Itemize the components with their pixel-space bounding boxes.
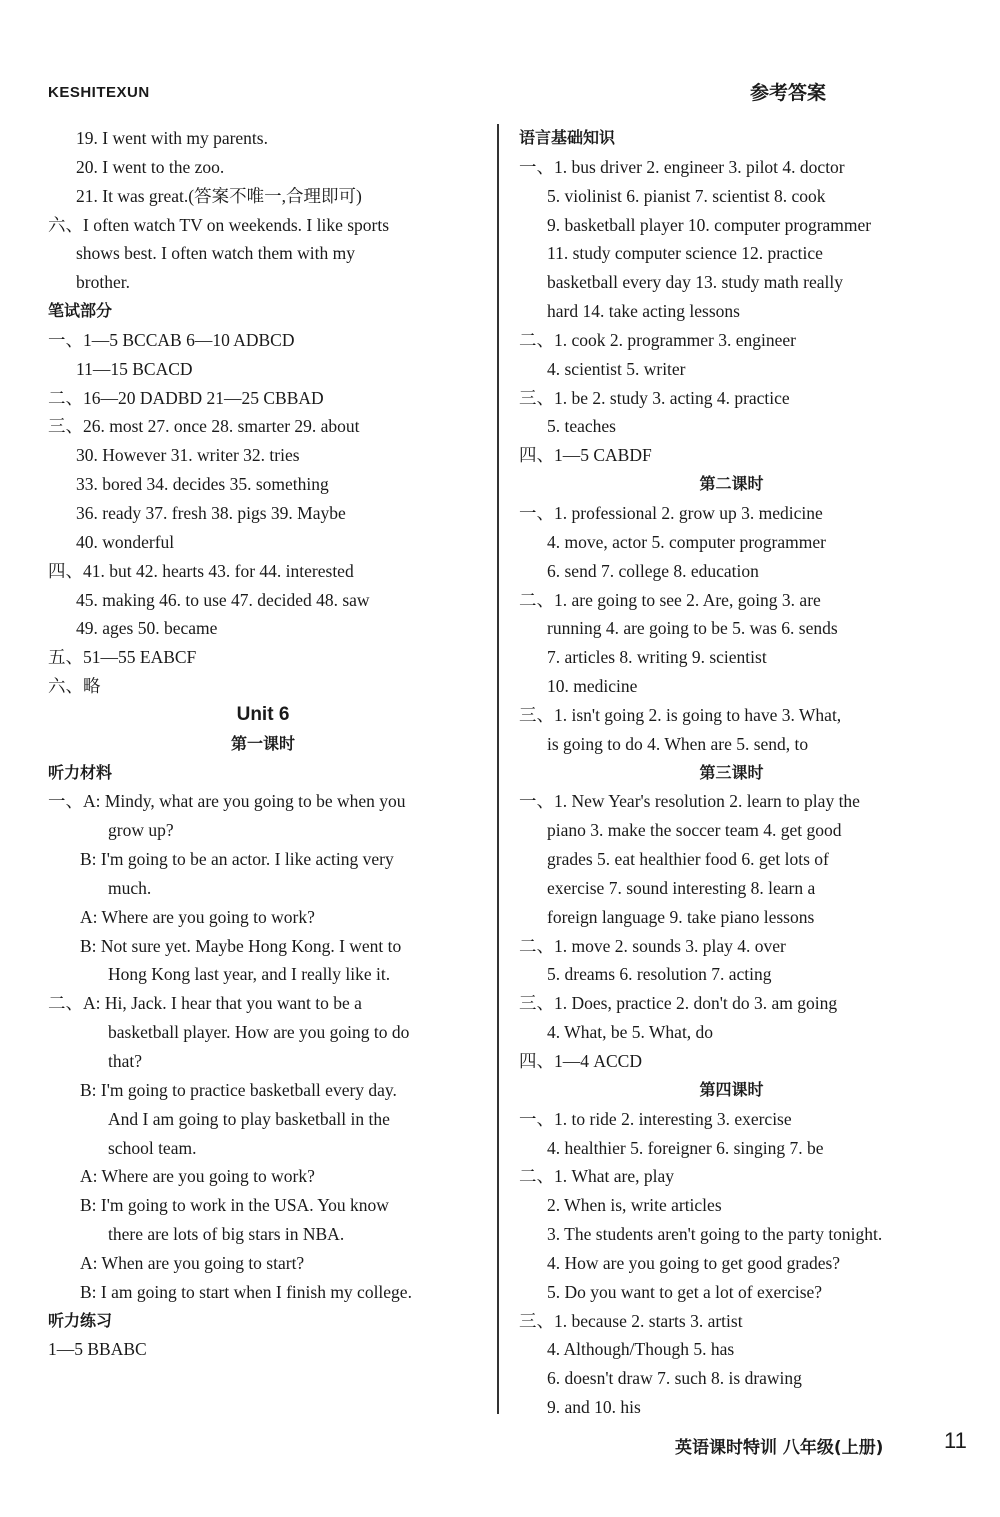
text-line: 六、I often watch TV on weekends. I like sports [48, 214, 390, 235]
text-line: B: I'm going to practice basketball every day. [80, 1079, 397, 1100]
text-line: 11—15 BCACD [76, 358, 193, 379]
text-line: 三、1. isn't going 2. is going to have 3. What, [519, 704, 842, 725]
text-line: much. [108, 877, 152, 898]
text-line: 一、1. to ride 2. interesting 3. exercise [519, 1108, 792, 1129]
text-line: 听力练习 [48, 1310, 113, 1330]
text-line: foreign language 9. take piano lessons [547, 906, 815, 927]
right-column [519, 124, 944, 1422]
text-line: 第四课时 [699, 1079, 764, 1099]
text-line: 三、1. Does, practice 2. don't do 3. am going [519, 993, 838, 1014]
column-divider [497, 124, 499, 1414]
text-line: 3. The students aren't going to the party tonight. [547, 1224, 883, 1245]
text-line: 二、A: Hi, Jack. I hear that you want to be a [48, 993, 362, 1014]
text-line: 4. How are you going to get good grades? [547, 1252, 841, 1273]
text-line: 10. medicine [547, 676, 638, 697]
text-line: 7. articles 8. writing 9. scientist [547, 647, 767, 668]
text-line: 第三课时 [699, 762, 764, 782]
text-line: 6. doesn't draw 7. such 8. is drawing [547, 1368, 802, 1389]
text-line: 6. send 7. college 8. education [547, 560, 759, 581]
text-line: 三、1. because 2. starts 3. artist [519, 1310, 743, 1331]
text-line: 笔试部分 [48, 301, 113, 321]
book-title: 英语课时特训 八年级(上册) [675, 1438, 884, 1458]
text-line: 六、略 [48, 676, 101, 697]
text-line: running 4. are going to be 5. was 6. sends [547, 618, 838, 639]
text-line: 4. What, be 5. What, do [547, 1022, 714, 1043]
text-line: 4. Although/Though 5. has [547, 1339, 735, 1360]
text-line: is going to do 4. When are 5. send, to [547, 733, 809, 754]
text-line: 二、1. What are, play [519, 1166, 675, 1187]
text-line: B: I'm going to be an actor. I like acting very [80, 849, 394, 870]
section-title: 参考答案 [750, 82, 827, 104]
text-line: piano 3. make the soccer team 4. get good [547, 820, 842, 841]
text-line: 21. It was great.(答案不唯一,合理即可) [76, 185, 362, 206]
text-line: 四、1—5 CABDF [519, 445, 652, 466]
text-line: 11. study computer science 12. practice [547, 243, 823, 264]
text-line: that? [108, 1051, 143, 1071]
text-line: 一、1. professional 2. grow up 3. medicine [519, 502, 823, 523]
text-line: 40. wonderful [76, 531, 175, 552]
text-line: 三、26. most 27. once 28. smarter 29. about [48, 416, 360, 437]
text-line: 5. Do you want to get a lot of exercise? [547, 1281, 823, 1302]
text-line: B: Not sure yet. Maybe Hong Kong. I went to [80, 935, 402, 956]
text-line: 19. I went with my parents. [76, 128, 268, 148]
text-line: grades 5. eat healthier food 6. get lots of [547, 849, 829, 870]
text-line: 33. bored 34. decides 35. something [76, 474, 329, 495]
text-line: 5. teaches [547, 416, 616, 437]
text-line: 5. dreams 6. resolution 7. acting [547, 964, 772, 985]
text-line: there are lots of big stars in NBA. [108, 1224, 345, 1245]
text-line: 4. healthier 5. foreigner 6. singing 7. be [547, 1137, 824, 1158]
text-line: 一、1. bus driver 2. engineer 3. pilot 4. doctor [519, 156, 845, 177]
text-line: 45. making 46. to use 47. decided 48. saw [76, 589, 370, 610]
text-line: A: When are you going to start? [80, 1252, 305, 1273]
text-line: 4. move, actor 5. computer programmer [547, 531, 826, 552]
text-line: 30. However 31. writer 32. tries [76, 445, 300, 466]
text-line: hard 14. take acting lessons [547, 301, 740, 322]
text-line: 1—5 BBABC [48, 1339, 147, 1360]
text-line: 三、1. be 2. study 3. acting 4. practice [519, 387, 790, 408]
text-line: 49. ages 50. became [76, 618, 218, 639]
text-line: 四、1—4 ACCD [519, 1051, 642, 1071]
text-line: shows best. I often watch them with my [76, 243, 355, 264]
text-line: 2. When is, write articles [547, 1195, 722, 1216]
text-line: 9. basketball player 10. computer programmer [547, 214, 872, 235]
text-line: 9. and 10. his [547, 1397, 641, 1418]
text-line: 第一课时 [230, 733, 295, 753]
text-line: Hong Kong last year, and I really like it. [108, 964, 391, 985]
text-line: 20. I went to the zoo. [76, 156, 225, 177]
text-line: And I am going to play basketball in the [108, 1108, 390, 1129]
text-line: B: I am going to start when I finish my college. [80, 1281, 412, 1302]
text-line: 五、51—55 EABCF [48, 647, 197, 668]
left-column [48, 124, 478, 1364]
text-line: 语言基础知识 [519, 128, 616, 147]
text-line: 二、1. move 2. sounds 3. play 4. over [519, 935, 786, 956]
text-line: brother. [76, 272, 130, 293]
text-line: 一、1—5 BCCAB 6—10 ADBCD [48, 329, 295, 350]
text-line: B: I'm going to work in the USA. You know [80, 1195, 389, 1216]
text-line: 四、41. but 42. hearts 43. for 44. interested [48, 560, 354, 581]
text-line: A: Where are you going to work? [80, 1166, 315, 1187]
text-line: basketball player. How are you going to do [108, 1022, 410, 1043]
text-line: 一、A: Mindy, what are you going to be when you [48, 791, 406, 812]
text-line: basketball every day 13. study math really [547, 272, 843, 293]
series-name: KESHITEXUN [48, 84, 150, 101]
text-line: A: Where are you going to work? [80, 906, 315, 927]
text-line: 5. violinist 6. pianist 7. scientist 8. cook [547, 185, 826, 206]
text-line: exercise 7. sound interesting 8. learn a [547, 877, 816, 898]
text-line: 二、1. cook 2. programmer 3. engineer [519, 329, 797, 350]
page-number: 11 [944, 1428, 967, 1453]
text-line: 二、1. are going to see 2. Are, going 3. are [519, 589, 821, 610]
text-line: 36. ready 37. fresh 38. pigs 39. Maybe [76, 502, 346, 523]
text-line: 第二课时 [699, 474, 764, 494]
text-line: 一、1. New Year's resolution 2. learn to play the [519, 791, 860, 812]
text-line: grow up? [108, 820, 174, 841]
text-line: school team. [108, 1137, 197, 1158]
text-line: 4. scientist 5. writer [547, 358, 686, 379]
text-line: Unit 6 [236, 703, 290, 725]
text-line: 二、16—20 DADBD 21—25 CBBAD [48, 387, 324, 408]
text-line: 听力材料 [48, 762, 113, 782]
